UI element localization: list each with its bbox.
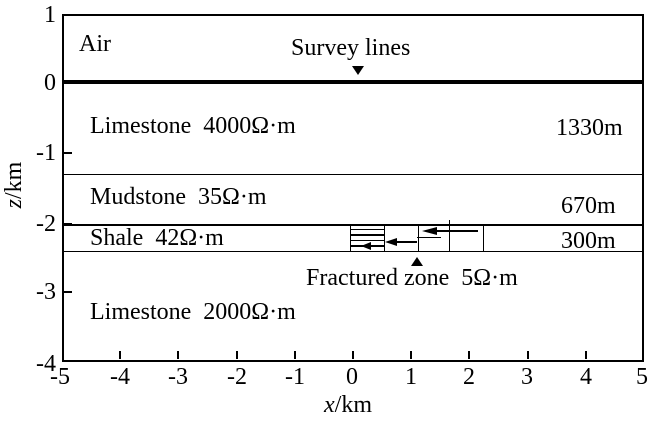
x-tick-label-4: 4 (580, 364, 592, 390)
z-axis-unit: /km (1, 161, 27, 199)
x-tick-label-minus4: -4 (110, 364, 130, 390)
x-axis-title (308, 393, 388, 417)
z-axis-variable: z (1, 199, 27, 209)
limestone-mudstone-boundary (62, 174, 643, 176)
z-tick-label-minus3: -3 (36, 279, 56, 305)
z-tick-label-minus2: -2 (36, 211, 56, 237)
x-tick-1 (410, 351, 412, 359)
fracture-line-5 (417, 237, 441, 238)
x-tick-label-5: 5 (636, 364, 648, 390)
x-tick-2 (468, 351, 470, 359)
limestone-upper-label: Limestone 4000Ω·m (90, 113, 296, 139)
shale-label: Shale 42Ω·m (90, 225, 224, 251)
fracture-line-2 (350, 234, 384, 235)
z-tick-minus2 (64, 223, 72, 225)
limestone-upper-thickness-label: 1330m (556, 115, 623, 141)
x-tick-label-2: 2 (463, 364, 475, 390)
z-tick-label-0: 0 (44, 70, 56, 96)
z-tick-minus3 (64, 291, 72, 293)
x-tick-4 (585, 351, 587, 359)
air-label: Air (79, 31, 111, 57)
survey-line-marker-icon (352, 66, 364, 75)
x-tick-0 (352, 351, 354, 359)
mudstone-thickness-label: 670m (561, 193, 616, 219)
ground-surface-line (62, 80, 643, 84)
z-tick-label-1: 1 (44, 2, 56, 28)
fractured-zone-label: Fractured zone 5Ω·m (306, 265, 518, 291)
x-tick-minus3 (177, 351, 179, 359)
mudstone-label: Mudstone 35Ω·m (90, 184, 267, 210)
z-tick-minus1 (64, 152, 72, 154)
limestone-lower-label: Limestone 2000Ω·m (90, 299, 296, 325)
fracture-arrow-tail-3 (434, 230, 478, 232)
x-axis-variable: x (324, 392, 335, 418)
x-tick-3 (527, 351, 529, 359)
fracture-line-1 (350, 229, 384, 230)
x-axis-unit: /km (334, 392, 372, 418)
x-tick-label-1: 1 (405, 364, 417, 390)
z-axis-title (2, 145, 26, 225)
z-tick-label-minus1: -1 (36, 140, 56, 166)
x-tick-minus2 (236, 351, 238, 359)
x-tick-label-3: 3 (521, 364, 533, 390)
survey-lines-label: Survey lines (291, 35, 411, 61)
x-tick-label-0: 0 (346, 364, 358, 390)
fractured-zone-divider-3 (449, 220, 451, 252)
fracture-arrow-icon-1 (361, 242, 371, 250)
shale-thickness-label: 300m (561, 228, 616, 254)
x-tick-minus4 (119, 351, 121, 359)
x-tick-label-minus1: -1 (285, 364, 305, 390)
x-tick-label-minus2: -2 (227, 364, 247, 390)
x-tick-label-minus5: -5 (50, 364, 70, 390)
fracture-arrow-tail-2 (395, 241, 417, 243)
x-tick-minus1 (294, 351, 296, 359)
z-tick-label-minus4: -4 (36, 351, 56, 377)
x-tick-label-minus3: -3 (168, 364, 188, 390)
